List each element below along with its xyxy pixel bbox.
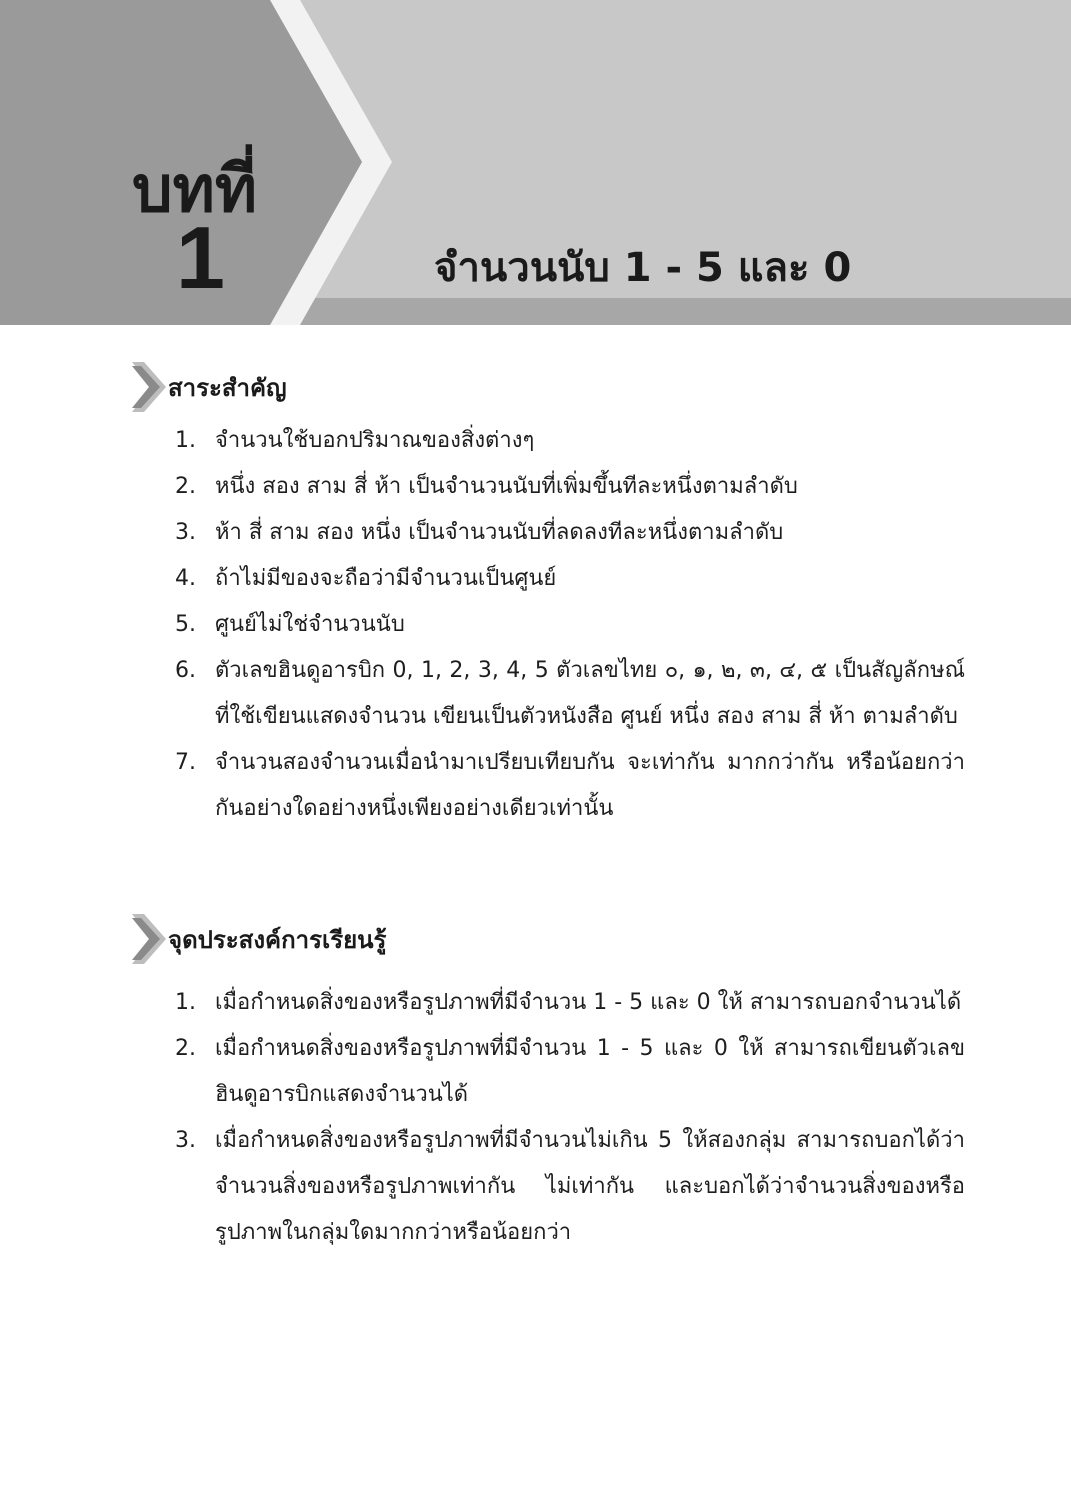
chapter-number: 1 [176, 208, 225, 307]
list-item [175, 980, 965, 1026]
list-item-text: ถ้าไม่มีของจะถือว่ามีจำนวนเป็นศูนย์ [215, 566, 557, 591]
list-item-number: 2. [175, 1036, 196, 1061]
chapter-banner [0, 0, 1071, 325]
list-item-text: ศูนย์ไม่ใช่จำนวนนับ [215, 612, 405, 637]
list-item-text: ตัวเลขฮินดูอารบิก 0, 1, 2, 3, 4, 5 ตัวเลขไทย ๐, ๑, ๒, ๓, ๔, ๕ เป็นสัญลักษณ์ที่ใช้เขียนแสดงจำนวน เขียนเป็นตัวหนังสือ ศูนย์ หนึ่ง สอง สาม สี่ ห้า ตามลำดับ [215, 658, 965, 729]
learning-objectives-list [175, 980, 965, 1256]
section-heading-text: จุดประสงค์การเรียนรู้ [168, 925, 387, 954]
list-item-text: จำนวนสองจำนวนเมื่อนำมาเปรียบเทียบกัน จะเท่ากัน มากกว่ากัน หรือน้อยกว่ากันอย่างใดอย่างหนึ่งเพียงอย่างเดียวเท่านั้น [215, 750, 965, 821]
list-item-text: เมื่อกำหนดสิ่งของหรือรูปภาพที่มีจำนวนไม่เกิน 5 ให้สองกลุ่ม สามารถบอกได้ว่าจำนวนสิ่งของหรือรูปภาพเท่ากัน ไม่เท่ากัน และบอกได้ว่าจำนวนสิ่งของหรือรูปภาพในกลุ่มใดมากกว่าหรือน้อยกว่า [215, 1128, 965, 1245]
list-item [175, 556, 965, 602]
list-item-text: หนึ่ง สอง สาม สี่ ห้า เป็นจำนวนนับที่เพิ่มขึ้นทีละหนึ่งตามลำดับ [215, 474, 798, 499]
list-item-number: 1. [175, 990, 196, 1015]
list-item-text: เมื่อกำหนดสิ่งของหรือรูปภาพที่มีจำนวน 1 - 5 และ 0 ให้ สามารถบอกจำนวนได้ [215, 990, 962, 1015]
list-item-text: จำนวนใช้บอกปริมาณของสิ่งต่างๆ [215, 428, 535, 453]
list-item [175, 648, 965, 740]
list-item-number: 5. [175, 612, 196, 637]
chevron-right-icon [132, 914, 166, 964]
section-heading-text: สาระสำคัญ [168, 373, 287, 402]
chevron-right-icon [132, 362, 166, 412]
list-item-number: 7. [175, 750, 196, 775]
list-item [175, 740, 965, 832]
list-item [175, 1118, 965, 1256]
list-item-number: 6. [175, 658, 196, 683]
list-item-number: 2. [175, 474, 196, 499]
list-item [175, 464, 965, 510]
section-heading-learning-objectives [132, 914, 386, 964]
section-heading-key-concepts [132, 362, 287, 412]
list-item [175, 510, 965, 556]
list-item-text: เมื่อกำหนดสิ่งของหรือรูปภาพที่มีจำนวน 1 - 5 และ 0 ให้ สามารถเขียนตัวเลขฮินดูอารบิกแสดงจำนวนได้ [215, 1036, 965, 1107]
key-concepts-list [175, 418, 965, 832]
list-item-number: 3. [175, 1128, 196, 1153]
chapter-title: จำนวนนับ 1 - 5 และ 0 [434, 245, 852, 291]
list-item [175, 418, 965, 464]
list-item-text: ห้า สี่ สาม สอง หนึ่ง เป็นจำนวนนับที่ลดลงทีละหนึ่งตามลำดับ [215, 520, 784, 545]
list-item [175, 1026, 965, 1118]
list-item-number: 1. [175, 428, 196, 453]
list-item-number: 3. [175, 520, 196, 545]
chapter-word: บทที่ [132, 153, 257, 227]
banner-bottom-strip [300, 298, 1071, 325]
list-item-number: 4. [175, 566, 196, 591]
list-item [175, 602, 965, 648]
